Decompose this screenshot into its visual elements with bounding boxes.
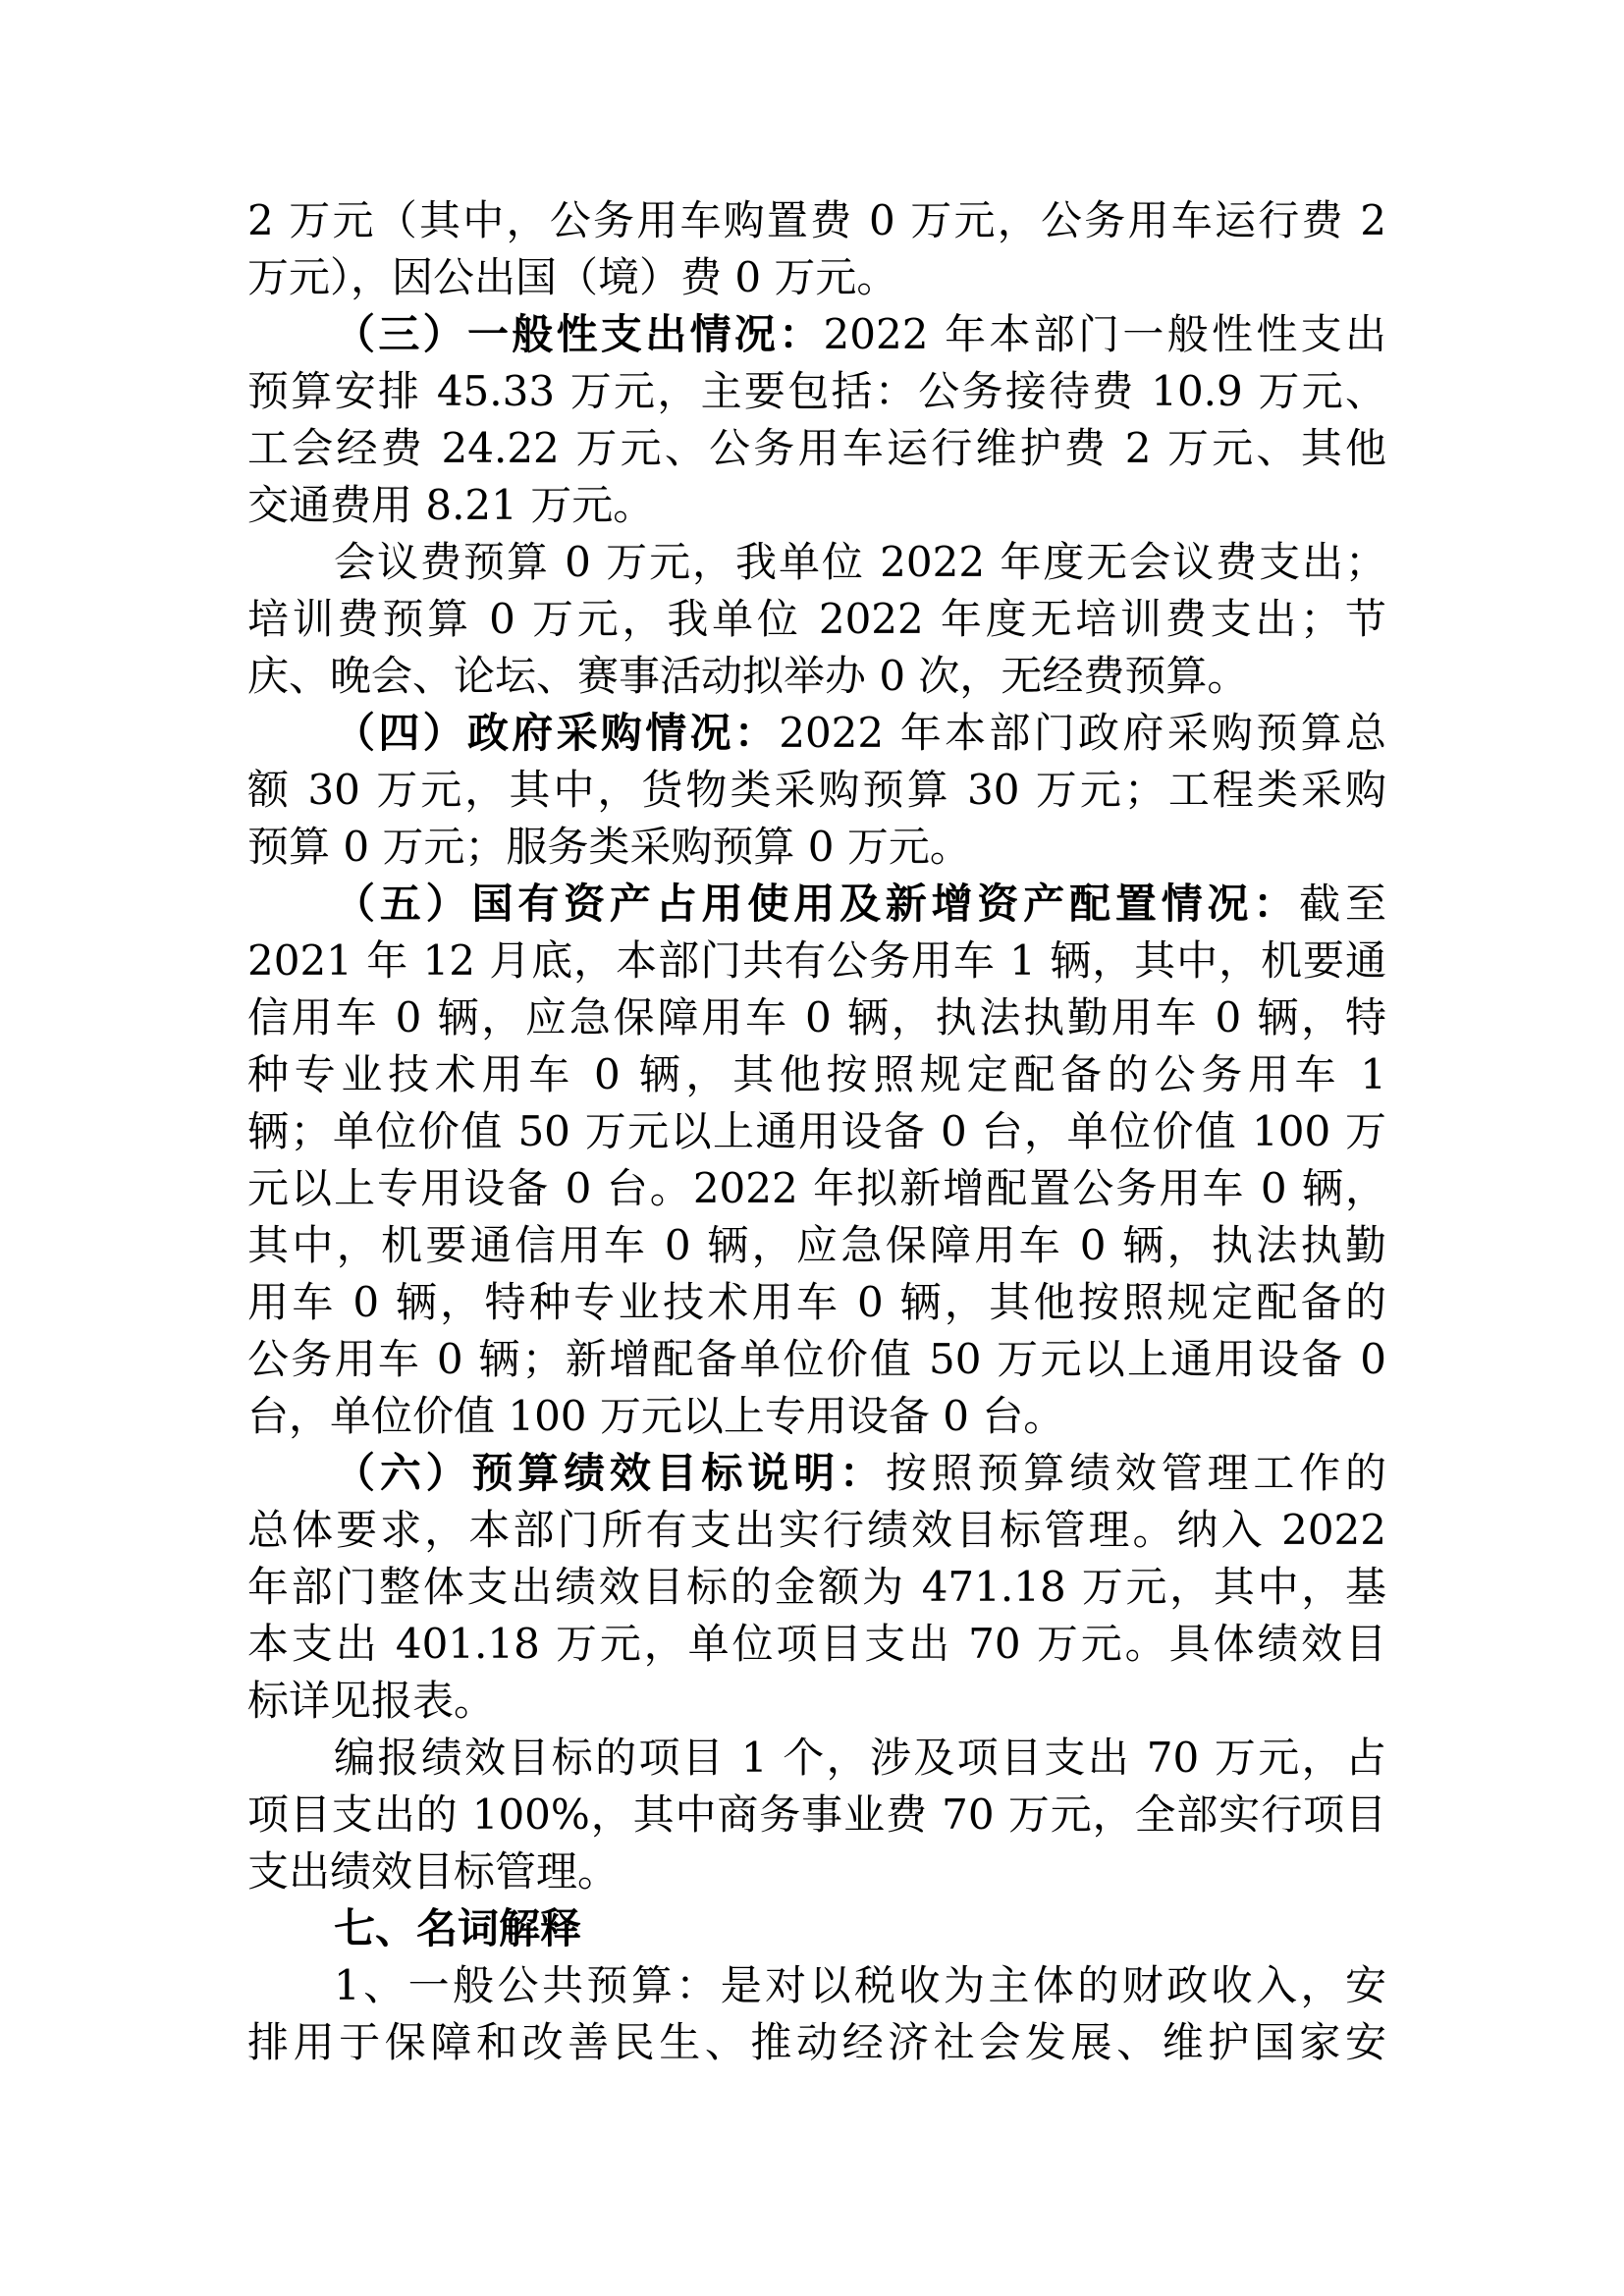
text-line (247, 1957, 1386, 2014)
text-line (247, 477, 1386, 534)
text-line (247, 1103, 1386, 1160)
text-line (247, 1843, 1386, 1900)
text-line (247, 1274, 1386, 1331)
text-line (247, 1502, 1386, 1559)
line-text: 培训费预算 0 万元，我单位 2022 年度无培训费支出；节 (247, 595, 1386, 643)
text-line (247, 2014, 1386, 2071)
text-line (247, 1160, 1386, 1217)
text-line (247, 534, 1386, 591)
line-text: 排用于保障和改善民生、推动经济社会发展、维护国家安 (247, 2018, 1386, 2066)
line-text: 2 万元（其中，公务用车购置费 0 万元，公务用车运行费 2 (247, 196, 1386, 244)
line-text: 预算 0 万元；服务类采购预算 0 万元。 (247, 823, 971, 871)
text-line (247, 1673, 1386, 1730)
line-text: 交通费用 8.21 万元。 (247, 481, 655, 529)
text-line (247, 989, 1386, 1046)
text-line (247, 933, 1386, 989)
line-text: 辆；单位价值 50 万元以上通用设备 0 台，单位价值 100 万 (247, 1107, 1386, 1155)
line-text: 额 30 万元，其中，货物类采购预算 30 万元；工程类采购 (247, 766, 1386, 814)
line-text: 支出绩效目标管理。 (247, 1847, 620, 1896)
section-heading-line (247, 705, 1386, 762)
section-heading-line (247, 876, 1386, 933)
text-line (247, 819, 1386, 876)
text-line (247, 1388, 1386, 1445)
text-line (247, 1046, 1386, 1103)
line-text: 标详见报表。 (247, 1677, 496, 1725)
line-text: 会议费预算 0 万元，我单位 2022 年度无会议费支出； (334, 538, 1386, 586)
line-text: 庆、晚会、论坛、赛事活动拟举办 0 次，无经费预算。 (247, 652, 1249, 700)
text-line (247, 1217, 1386, 1274)
document-page (247, 192, 1386, 2071)
text-line (247, 1616, 1386, 1673)
line-text: 2022 年本部门一般性性支出 (823, 310, 1386, 358)
line-text: 工会经费 24.22 万元、公务用车运行维护费 2 万元、其他 (247, 424, 1386, 472)
text-line (247, 1331, 1386, 1388)
section-heading-line (247, 1445, 1386, 1502)
line-text: 本支出 401.18 万元，单位项目支出 70 万元。具体绩效目 (247, 1620, 1386, 1668)
section-heading: （三）一般性支出情况： (334, 310, 824, 358)
line-text: 信用车 0 辆，应急保障用车 0 辆，执法执勤用车 0 辆，特 (247, 993, 1386, 1041)
text-line (247, 192, 1386, 249)
section-heading: （五）国有资产占用使用及新增资产配置情况： (334, 880, 1300, 928)
section-heading: （四）政府采购情况： (334, 709, 780, 757)
line-text: 台，单位价值 100 万元以上专用设备 0 台。 (247, 1392, 1065, 1440)
line-text: 年部门整体支出绩效目标的金额为 471.18 万元，其中，基 (247, 1563, 1386, 1611)
text-line (247, 363, 1386, 420)
line-text: 1、一般公共预算：是对以税收为主体的财政收入，安 (334, 1961, 1386, 2009)
text-line (247, 1730, 1386, 1787)
text-line (247, 591, 1386, 648)
line-text: 总体要求，本部门所有支出实行绩效目标管理。纳入 2022 (247, 1506, 1386, 1554)
line-text: 用车 0 辆，特种专业技术用车 0 辆，其他按照规定配备的 (247, 1278, 1386, 1326)
line-text: 编报绩效目标的项目 1 个，涉及项目支出 70 万元，占 (334, 1734, 1386, 1782)
text-line (247, 762, 1386, 819)
section-heading: （六）预算绩效目标说明： (334, 1449, 886, 1497)
line-text: 2021 年 12 月底，本部门共有公务用车 1 辆，其中，机要通 (247, 936, 1386, 985)
line-text: 预算安排 45.33 万元，主要包括：公务接待费 10.9 万元、 (247, 367, 1386, 415)
text-line (247, 1559, 1386, 1616)
line-text: 种专业技术用车 0 辆，其他按照规定配备的公务用车 1 (247, 1050, 1386, 1098)
section-heading-line (247, 1900, 1386, 1957)
section-heading: 七、名词解释 (334, 1904, 582, 1952)
line-text: 其中，机要通信用车 0 辆，应急保障用车 0 辆，执法执勤 (247, 1221, 1386, 1269)
line-text: 项目支出的 100%，其中商务事业费 70 万元，全部实行项目 (247, 1790, 1386, 1839)
line-text: 按照预算绩效管理工作的 (885, 1449, 1386, 1497)
section-heading-line (247, 306, 1386, 363)
line-text: 2022 年本部门政府采购预算总 (779, 709, 1386, 757)
text-line (247, 249, 1386, 306)
text-line (247, 420, 1386, 477)
line-text: 公务用车 0 辆；新增配备单位价值 50 万元以上通用设备 0 (247, 1335, 1386, 1383)
text-line (247, 1787, 1386, 1843)
line-text: 万元），因公出国（境）费 0 万元。 (247, 253, 898, 301)
text-line (247, 648, 1386, 705)
line-text: 元以上专用设备 0 台。2022 年拟新增配置公务用车 0 辆， (247, 1164, 1386, 1212)
line-text: 截至 (1299, 880, 1386, 928)
